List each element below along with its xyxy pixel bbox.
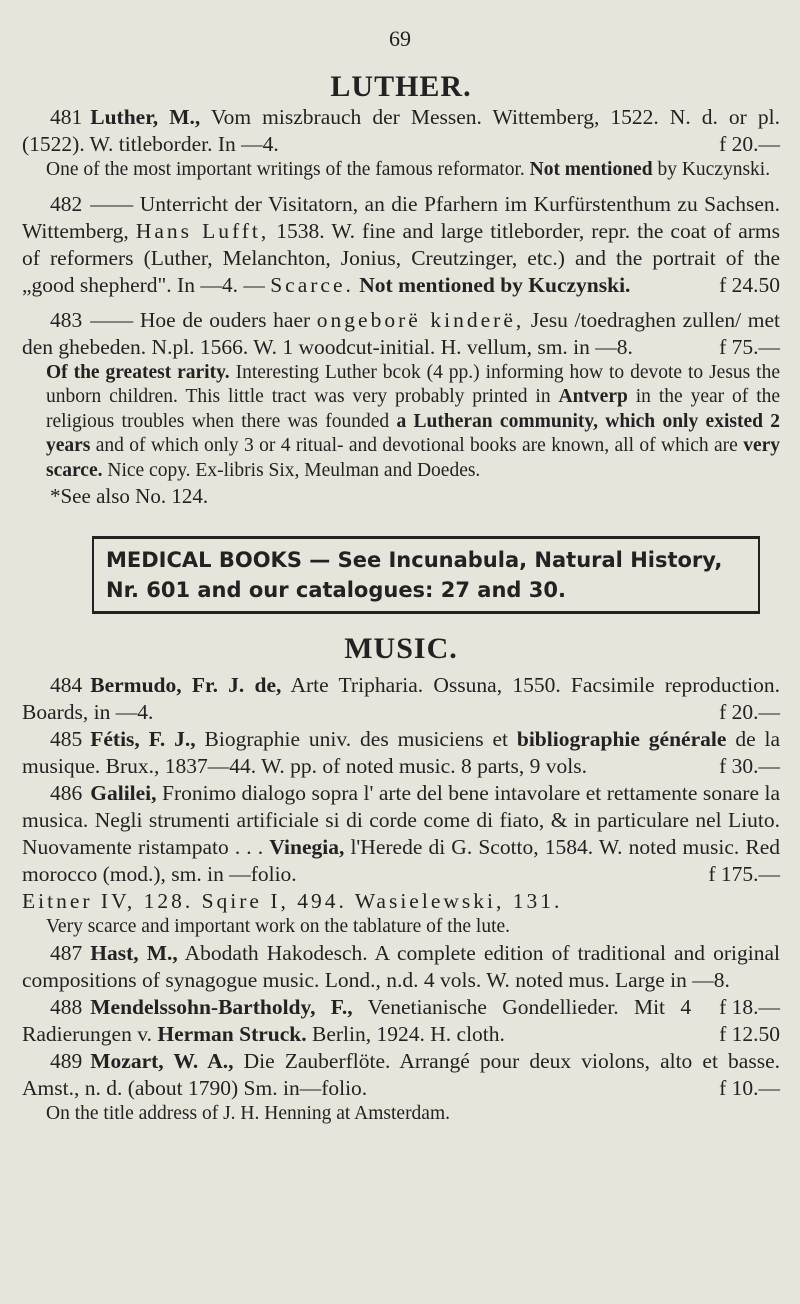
entry-price: f 20.— <box>719 700 780 724</box>
entry-title-spaced: ongeborë kinderë, <box>316 307 525 332</box>
entry-references <box>22 888 780 915</box>
entry-price: f 20.— <box>719 132 780 156</box>
entry-description: Vom miszbrauch der Messen. Wittemberg, 1522. N. d. or pl. (1522). W. titleborder. In —4. <box>22 105 780 156</box>
note-emphasis: Antverp <box>558 386 628 407</box>
note-text: by Kuczynski. <box>657 159 771 180</box>
entry-description: Venetianische Gondellieder. Mit 4 Radierungen v. <box>22 994 692 1046</box>
entry-description: l'Herede di G. Scotto, 1584. W. noted music. Red morocco (mod.), sm. in —folio. <box>22 835 780 886</box>
entry-number: 485 <box>50 727 83 751</box>
note-text: Interesting Luther bcok (4 pp.) informing how to devote to Jesus the unborn children. This little tract was very probably printed in <box>46 361 781 407</box>
entry-author-dash: —— <box>90 307 134 332</box>
entry-number: 489 <box>50 1048 83 1073</box>
entry-description: Biographie univ. des musiciens et <box>204 727 508 751</box>
entry-emphasis: Vinegia, <box>269 835 345 859</box>
catalogue-entry-486 <box>22 780 780 940</box>
entry-number: 484 <box>50 673 83 697</box>
entry-description: Die Zauberflöte. Arrangé pour deux violons, alto et basse. Amst., n. d. (about 1790) Sm. in—folio. <box>22 1048 780 1100</box>
catalogue-entry-489 <box>22 1048 780 1127</box>
entry-author: Fétis, F. J., <box>90 727 196 751</box>
entry-rarity: Scarce. <box>270 272 354 297</box>
entry-author: Mendelssohn-Bartholdy, F., <box>90 994 353 1019</box>
entry-body <box>22 726 780 780</box>
catalogue-entry-482 <box>22 191 780 299</box>
entry-emphasis: Herman Struck. <box>157 1021 307 1046</box>
entry-number: 488 <box>50 994 83 1019</box>
catalogue-entry-481 <box>22 104 780 183</box>
note-text: and of which only 3 or 4 ritual- and devotional books are known, all of which are <box>95 435 738 456</box>
entry-description: Berlin, 1924. H. cloth. <box>312 1021 505 1046</box>
catalogue-entry-488 <box>22 994 780 1048</box>
entry-body <box>22 307 780 361</box>
entry-description: Jesu /toedraghen zullen/ met den ghebeden. N.pl. 1566. W. 1 woodcut-initial. H. vellum, sm. in —8. <box>22 307 781 359</box>
medical-books-box <box>92 536 760 614</box>
entry-body <box>22 1048 780 1102</box>
entry-note <box>22 361 780 484</box>
entry-number: 481 <box>50 105 83 129</box>
entry-price: f 10.— <box>719 1075 780 1100</box>
entry-number: 486 <box>50 781 83 805</box>
section-heading-music: MUSIC. <box>344 632 458 665</box>
catalogue-entry-485 <box>22 726 780 780</box>
entry-price: f 24.50 <box>719 272 780 297</box>
entry-note: On the title address of J. H. Henning at Amsterdam. <box>46 1102 451 1124</box>
references-text: Eitner IV, 128. Sqire I, 494. Wasielewski, 131. <box>22 889 563 913</box>
entry-author: Hast, M., <box>90 940 178 965</box>
entry-body <box>22 672 780 726</box>
entry-emphasis: bibliographie générale <box>516 727 727 751</box>
entry-price: f 75.— <box>719 334 780 359</box>
entry-price: f 175.— <box>708 862 780 886</box>
note-emphasis: Of the greatest rarity. <box>46 361 230 383</box>
entry-price: f 12.50 <box>719 1021 780 1046</box>
entry-author-dash: —— <box>90 191 134 216</box>
entry-description: Arte Tripharia. Ossuna, 1550. Facsimile reproduction. Boards, in —4. <box>22 673 781 724</box>
note-emphasis: a Lutheran community, which only existed 2 years <box>46 410 781 456</box>
entry-author: Bermudo, Fr. J. de, <box>90 673 282 697</box>
entry-description: de la musique. Brux., 1837—44. W. pp. of noted music. 8 parts, 9 vols. <box>22 727 781 778</box>
entry-description: Unterricht der Visitatorn, an die Pfarhern im Kurfürstenthum zu Sachsen. Wittemberg, <box>22 191 780 243</box>
entry-note <box>22 158 780 183</box>
see-also-note: *See also No. 124. <box>50 484 209 508</box>
entry-price: f 18.— <box>719 994 780 1019</box>
note-text: in the year of the religious troubles when there was founded <box>46 386 781 432</box>
medical-books-notice: MEDICAL BOOKS — See Incunabula, Natural History, Nr. 601 and our catalogues: 27 and 30. <box>106 548 723 602</box>
entry-printer: Hans Lufft, <box>135 218 270 243</box>
catalogue-entry-483 <box>22 307 780 511</box>
entry-description: Fronimo dialogo sopra l' arte del bene intavolare et rettamente sonare la musica. Negli strumenti artificiale si di corde come di fiato, & in particulare nel Liuto. Nuovamente ristampato . . . <box>22 781 780 859</box>
entry-body <box>22 994 780 1048</box>
entry-body <box>22 191 780 299</box>
entry-number: 482 <box>50 191 83 216</box>
entry-body <box>22 780 780 888</box>
entry-author: Mozart, W. A., <box>90 1048 234 1073</box>
entry-remark: Not mentioned by Kuczynski. <box>359 272 631 297</box>
entry-note: Very scarce and important work on the tablature of the lute. <box>46 916 511 937</box>
section-heading-luther: LUTHER. <box>330 70 472 103</box>
entry-description: Hoe de ouders haer <box>139 307 311 332</box>
page-number: 69 <box>389 26 411 51</box>
note-emphasis: very scarce. <box>46 435 781 481</box>
entry-author: Galilei, <box>90 781 157 805</box>
entry-author: Luther, M., <box>90 105 201 129</box>
note-emphasis: Not mentioned <box>529 159 653 180</box>
entry-body <box>22 104 780 158</box>
entry-number: 483 <box>50 307 83 332</box>
entry-price: f 30.— <box>719 754 780 778</box>
catalogue-entry-484 <box>22 672 780 726</box>
entry-number: 487 <box>50 940 83 965</box>
entry-description: 1538. W. fine and large titleborder, repr. the coat of arms of reformers (Luther, Melanchton, Jonius, Creutzinger, etc.) and the portrait of the „good shepherd". In —4. — <box>22 218 781 297</box>
note-text: One of the most important writings of the famous reformator. <box>46 159 525 180</box>
entry-description: Abodath Hakodesch. A complete edition of traditional and original compositions of synagogue music. Lond., n.d. 4 vols. W. noted mus. Large in —8. <box>22 940 780 992</box>
note-text: Nice copy. Ex-libris Six, Meulman and Doedes. <box>107 459 481 481</box>
